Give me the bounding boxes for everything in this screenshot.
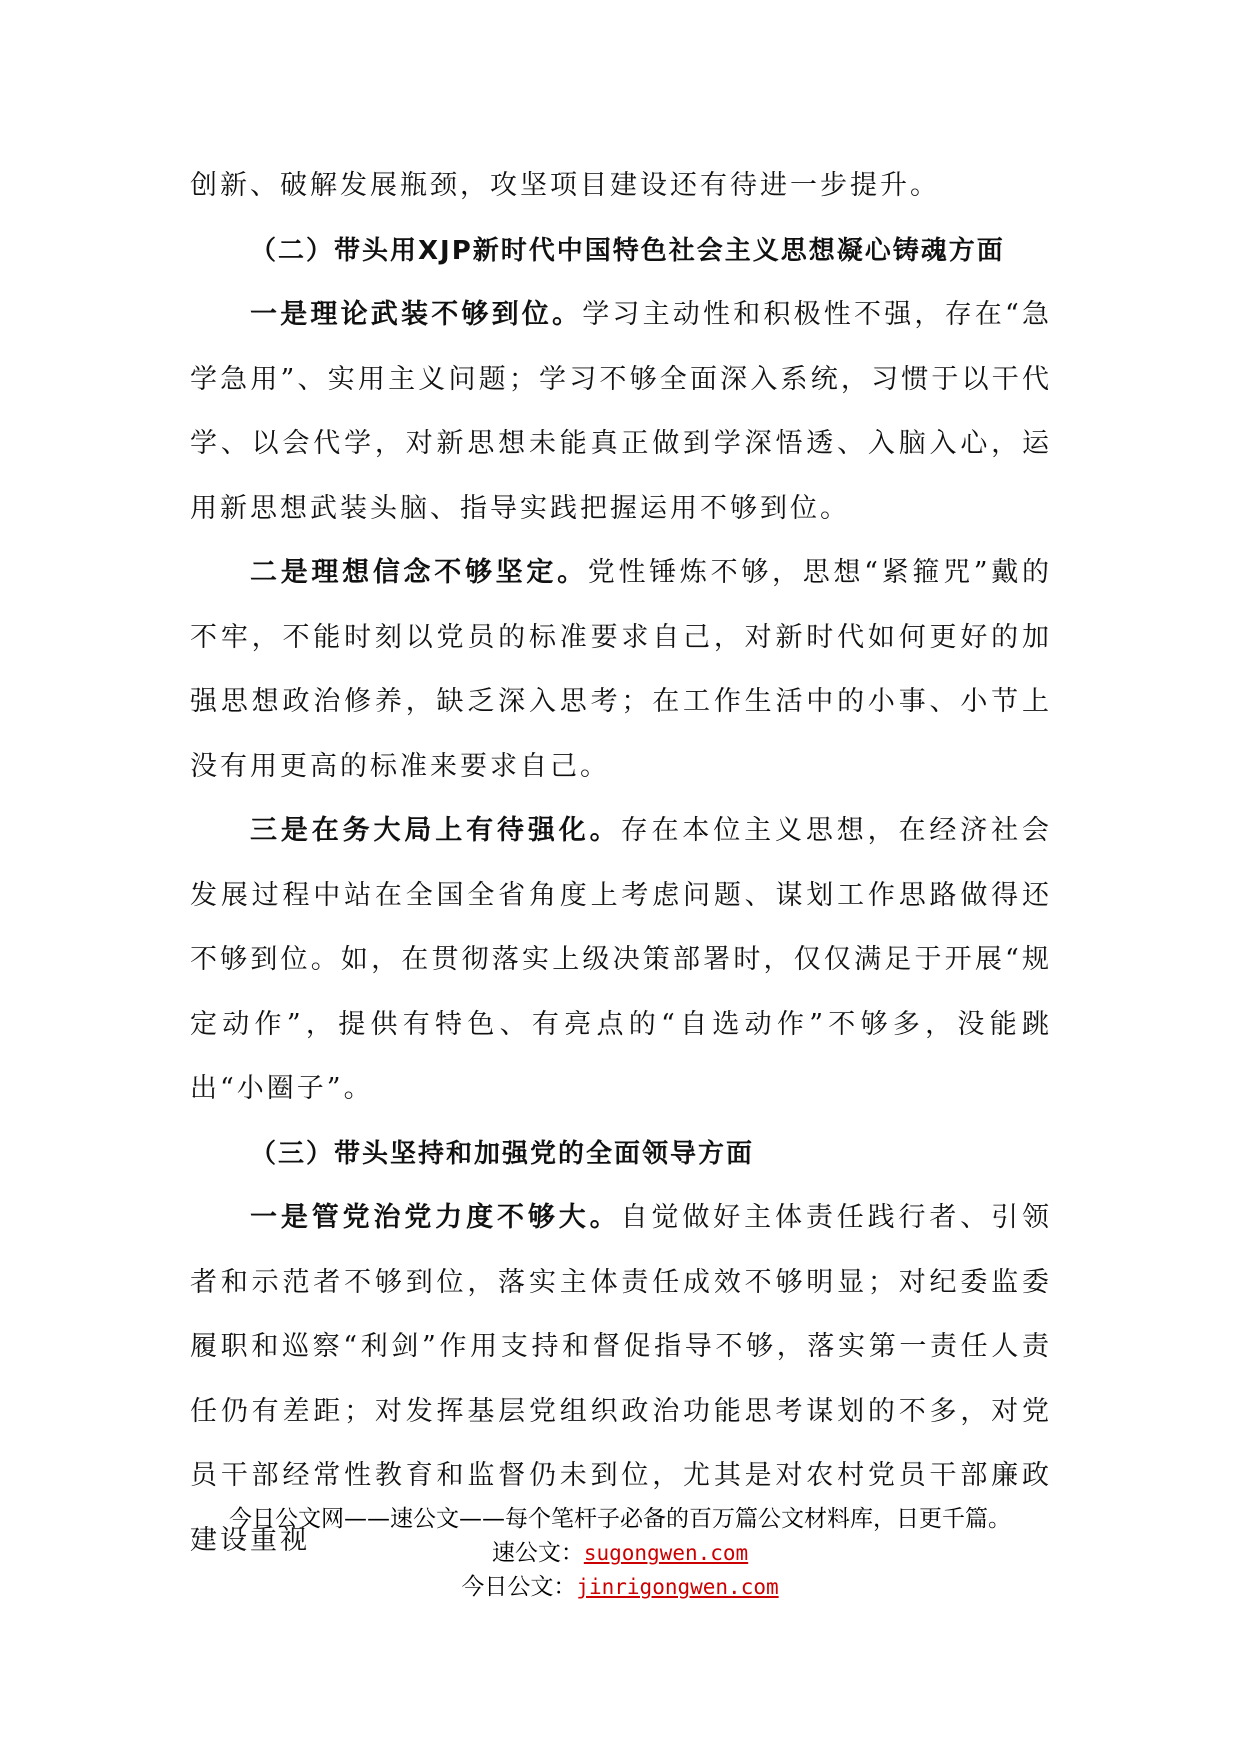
paragraph-text: 学习主动性和积极性不强，存在“急学急用”、实用主义问题；学习不够全面深入系统，习惯于以干代学、以会代学，对新思想未能真正做到学深悟透、入脑入心，运用新思想武装头脑、指导实践把握运用不够到位。 (190, 299, 1052, 524)
paragraph-continuation (190, 154, 1052, 219)
paragraph-theory (190, 283, 1052, 541)
paragraph-text: 创新、破解发展瓶颈，攻坚项目建设还有待进一步提升。 (190, 170, 940, 201)
footer-label: 速公文： (491, 1540, 584, 1566)
sugongwen-link[interactable]: sugongwen.com (583, 1541, 749, 1565)
page-footer (0, 1502, 1240, 1604)
paragraph-text: 自觉做好主体责任践行者、引领者和示范者不够到位，落实主体责任成效不够明显；对纪委监委履职和巡察“利剑”作用支持和督促指导不够，落实第一责任人责任仍有差距；对发挥基层党组织政治功能思考谋划的不多，对党员干部经常性教育和监督仍未到位，尤其是对农村党员干部廉政建设重视 (190, 1202, 1053, 1556)
footer-line-sugongwen (0, 1536, 1240, 1570)
paragraph-lead: 三是在务大局上有待强化。 (250, 815, 621, 846)
document-body (190, 154, 1052, 1573)
paragraph-text: 党性锤炼不够，思想“紧箍咒”戴的不牢，不能时刻以党员的标准要求自己，对新时代如何更好的加强思想政治修养，缺乏深入思考；在工作生活中的小事、小节上没有用更高的标准来要求自己。 (190, 557, 1052, 782)
paragraph-lead: 一是理论武装不够到位。 (250, 299, 583, 330)
footer-line-jinrigongwen (0, 1570, 1240, 1604)
paragraph-text: 存在本位主义思想，在经济社会发展过程中站在全国全省角度上考虑问题、谋划工作思路做得还不够到位。如，在贯彻落实上级决策部署时，仅仅满足于开展“规定动作”，提供有特色、有亮点的“自选动作”不够多，没能跳出“小圈子”。 (190, 815, 1053, 1104)
paragraph-ideals (190, 541, 1052, 799)
section-heading-two: （二）带头用XJP新时代中国特色社会主义思想凝心铸魂方面 (250, 235, 1005, 266)
footer-label: 今日公文： (461, 1574, 577, 1600)
paragraph-big-picture (190, 799, 1052, 1122)
paragraph-lead: 一是管党治党力度不够大。 (250, 1202, 621, 1233)
footer-tagline: 今日公文网——速公文——每个笔杆子必备的百万篇公文材料库，日更千篇。 (229, 1506, 1011, 1532)
jinrigongwen-link[interactable]: jinrigongwen.com (576, 1575, 779, 1599)
paragraph-lead: 二是理想信念不够坚定。 (250, 557, 588, 588)
section-heading-three: （三）带头坚持和加强党的全面领导方面 (250, 1138, 755, 1169)
